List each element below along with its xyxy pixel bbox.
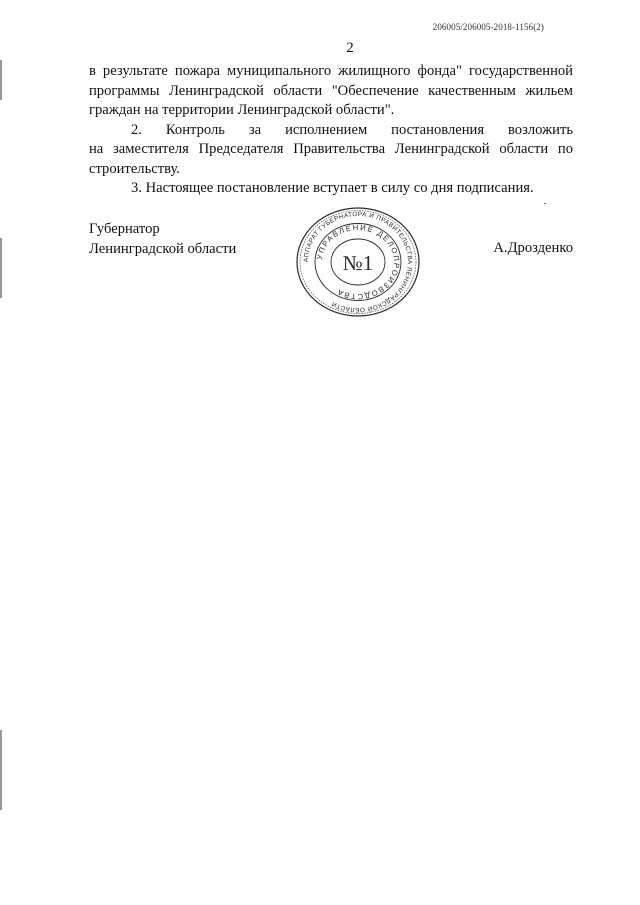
- scan-edge-mark: [0, 238, 2, 298]
- paragraph-3: 3. Настоящее постановление вступает в силу со дня подписания.: [131, 180, 534, 196]
- seal-inner-text: УПРАВЛЕНИЕ ДЕЛОПРОИЗВОДСТВА: [315, 222, 402, 302]
- scan-speck: [544, 203, 546, 204]
- signature-position-line-2: Ленинградской области: [89, 240, 237, 257]
- paragraph-continuation: в результате пожара муниципального жилищного фонда" государственной программы Ленинградской области "Обеспечение качественным жильем граждан на территории Ленинградской области".: [89, 63, 573, 118]
- document-body: [89, 62, 573, 199]
- paragraph-2-rest: на заместителя Председателя Правительства Ленинградской области по строительству.: [89, 141, 573, 177]
- signature-position: [89, 220, 236, 259]
- page-number: 2: [346, 40, 354, 56]
- scan-edge-mark: [0, 60, 2, 100]
- document-id: 206005/206005-2018-1156(2): [432, 22, 544, 32]
- seal-center-number: №1: [342, 251, 374, 275]
- official-seal-stamp: [294, 206, 422, 318]
- scan-edge-mark: [0, 730, 2, 810]
- paragraph-2-first-line: 2. Контроль за исполнением постановления возложить: [131, 121, 573, 138]
- signature-position-line-1: Губернатор: [89, 221, 160, 237]
- seal-outer-text: АППАРАТ ГУБЕРНАТОРА И ПРАВИТЕЛЬСТВА ЛЕНИНГРАДСКОЙ ОБЛАСТИ: [302, 210, 414, 314]
- signer-name: А.Дрозденко: [493, 240, 573, 256]
